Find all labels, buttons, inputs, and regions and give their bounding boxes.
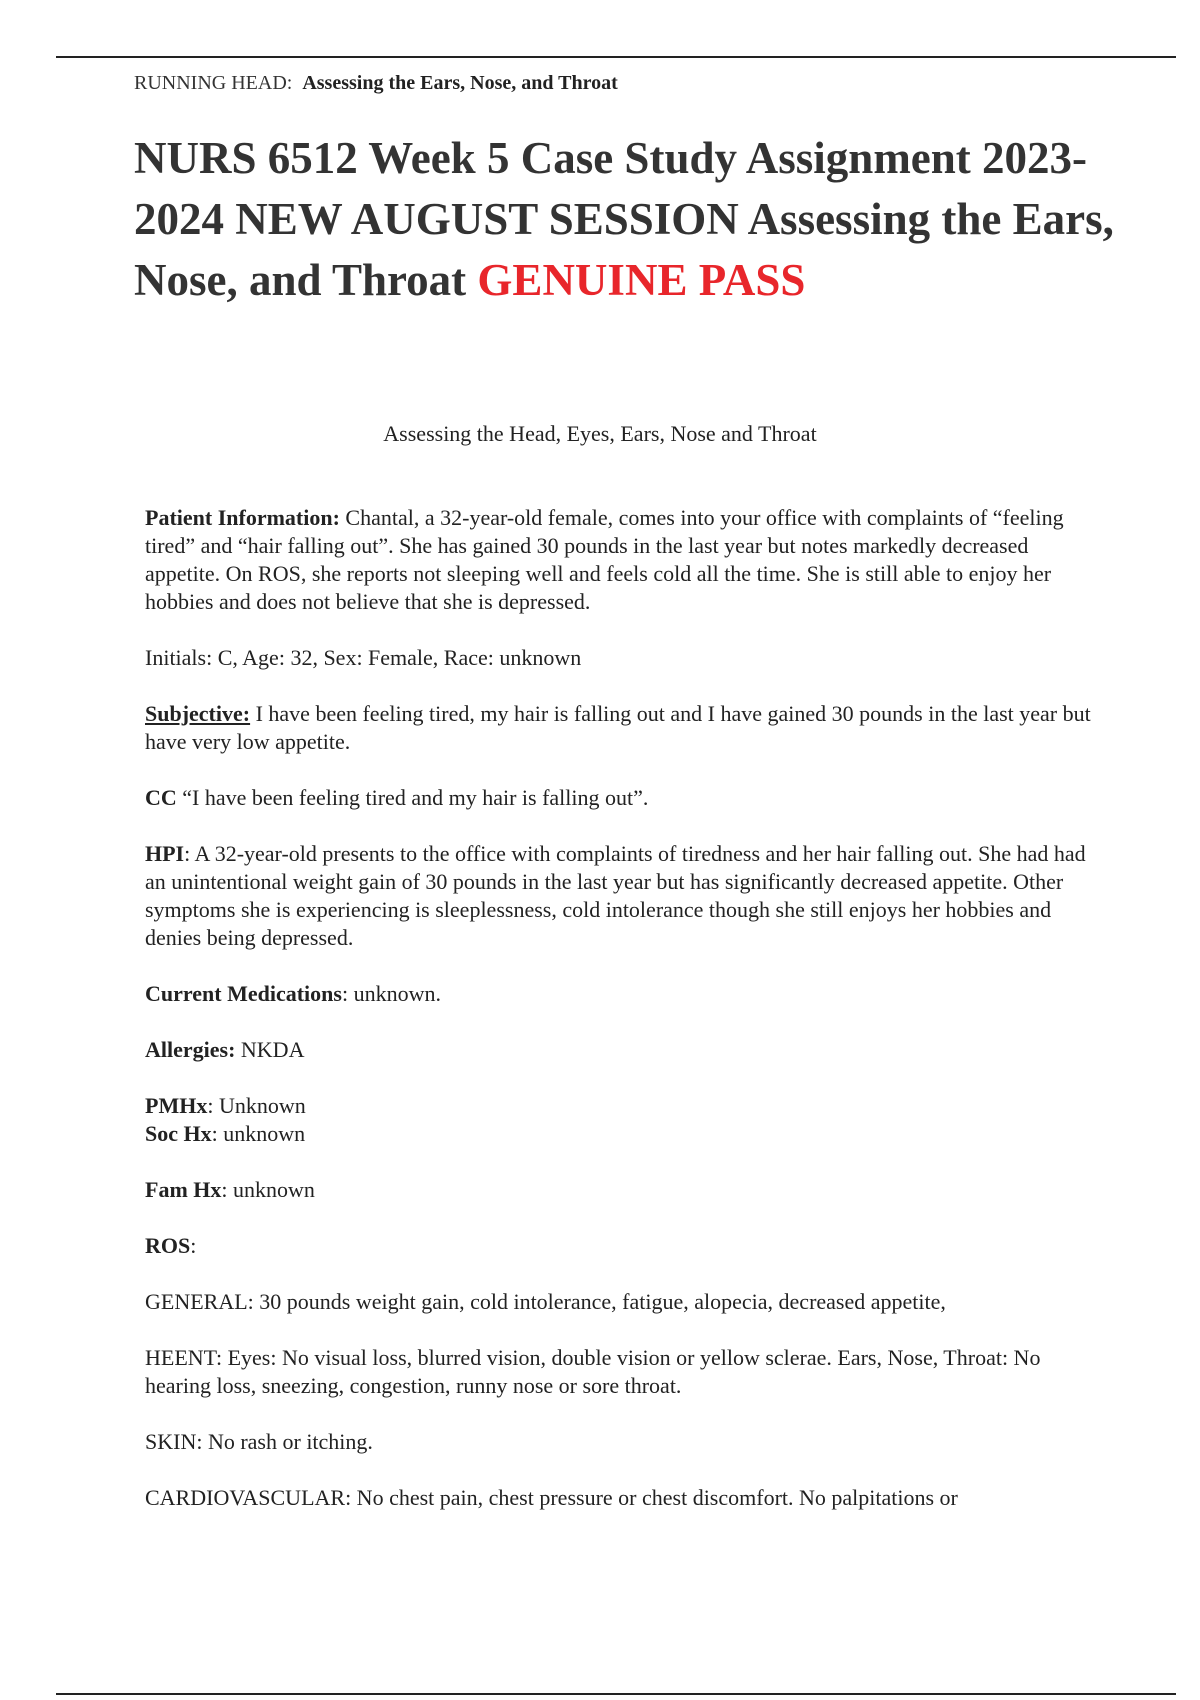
soc-hx-label: Soc Hx	[145, 1121, 212, 1146]
chief-complaint	[145, 784, 1095, 812]
fam-hx-label: Fam Hx	[145, 1177, 222, 1202]
ros-general: GENERAL: 30 pounds weight gain, cold intolerance, fatigue, alopecia, decreased appetite,	[145, 1289, 946, 1314]
running-head	[134, 72, 618, 95]
current-medications	[145, 980, 1095, 1008]
document-title	[134, 128, 1124, 311]
medications-label: Current Medications	[145, 981, 342, 1006]
subjective	[145, 700, 1095, 756]
fam-hx-text: : unknown	[221, 1177, 315, 1202]
demographics: Initials: C, Age: 32, Sex: Female, Race: unknown	[145, 645, 582, 670]
ros-skin: SKIN: No rash or itching.	[145, 1429, 373, 1454]
header-rule	[56, 56, 1176, 58]
patient-information-label: Patient Information:	[145, 505, 340, 530]
hpi-label: HPI	[145, 841, 185, 866]
hpi	[145, 840, 1095, 952]
pmhx-label: PMHx	[145, 1093, 208, 1118]
ros-label: ROS	[145, 1233, 191, 1258]
allergies	[145, 1036, 1095, 1064]
hpi-text: : A 32-year-old presents to the office with complaints of tiredness and her hair falling out. She had had an unintentional weight gain of 30 pounds in the last year but has significantly decreased appetite. Other symptoms she is experiencing is sleeplessness, cold intolerance though she still enjoys her hobbies and denies being depressed.	[145, 841, 1086, 950]
soc-hx-text: : unknown	[211, 1121, 306, 1146]
running-head-prefix: RUNNING HEAD:	[134, 72, 293, 94]
subjective-text: I have been feeling tired, my hair is falling out and I have gained 30 pounds in the last year but have very low appetite.	[145, 701, 1091, 754]
ros-heent: HEENT: Eyes: No visual loss, blurred vision, double vision or yellow sclerae. Ears, Nose, Throat: No hearing loss, sneezing, congestion, runny nose or sore throat.	[145, 1345, 1041, 1398]
section-title: Assessing the Head, Eyes, Ears, Nose and Throat	[383, 421, 817, 446]
pmhx-text: : Unknown	[207, 1093, 306, 1118]
running-head-title: Assessing the Ears, Nose, and Throat	[302, 72, 618, 94]
patient-information	[145, 504, 1095, 616]
history-block	[145, 1092, 1095, 1148]
patient-information-text: Chantal, a 32-year-old female, comes into your office with complaints of “feeling tired” and “hair falling out”. She has gained 30 pounds in the last year but notes markedly decreased appetite. On ROS, she reports not sleeping well and feels cold all the time. She is still able to enjoy her hobbies and does not believe that she is depressed.	[145, 505, 1064, 614]
document-body	[145, 504, 1095, 1540]
ros-cardiovascular: CARDIOVASCULAR: No chest pain, chest pressure or chest discomfort. No palpitations or	[145, 1485, 958, 1510]
allergies-text: NKDA	[240, 1037, 305, 1062]
cc-text: “I have been feeling tired and my hair is falling out”.	[182, 785, 649, 810]
footer-rule	[56, 1693, 1176, 1695]
allergies-label: Allergies:	[145, 1037, 236, 1062]
ros-heading	[145, 1232, 1095, 1260]
genuine-pass-label: GENUINE PASS	[477, 255, 806, 305]
ros-label-suffix: :	[190, 1233, 197, 1258]
cc-label: CC	[145, 785, 177, 810]
document-title-main: NURS 6512 Week 5 Case Study Assignment 2023-2024 NEW AUGUST SESSION Assessing the Ears, Nose, and Throat	[134, 133, 1114, 305]
subjective-label: Subjective:	[145, 701, 251, 726]
family-history	[145, 1176, 1095, 1204]
medications-text: : unknown.	[341, 981, 441, 1006]
